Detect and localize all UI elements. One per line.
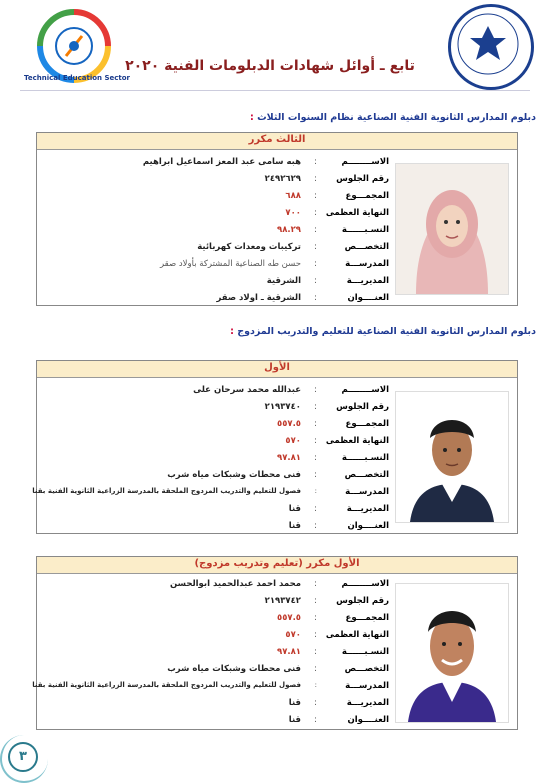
field-name: الاســــــــم : هبه سامى عبد المعز اسماعيل ابراهيم <box>142 157 389 167</box>
field-address: العنــــوان : الشرقية ـ اولاد صقر <box>216 293 389 303</box>
field-max: النهاية العظمى : ٧٠٠ <box>285 208 389 218</box>
card-heading: الأول مكرر (تعليم وتدريب مزدوج) <box>37 557 517 574</box>
field-max: النهاية العظمى : ٥٧٠ <box>285 630 389 640</box>
section-title-dual-training: دبلوم المدارس الثانوية الفنية الصناعية للتعليم والتدريب المزدوج : <box>230 326 536 337</box>
field-max: النهاية العظمى : ٥٧٠ <box>285 436 389 446</box>
page-title: تابع ـ أوائل شهادات الدبلومات الفنية ٢٠٢٠ <box>125 58 415 74</box>
field-seat: رقم الجلوس : ٢٤٩٢٦٢٩ <box>264 174 389 184</box>
field-school: المدرســـة : فصول للتعليم والتدريب المزدوج الملحقة بالمدرسة الزراعية الثانوية الفنية بقنا <box>32 681 389 691</box>
student-card <box>32 360 518 534</box>
field-total: المجمـــوع : ٥٥٧.٥ <box>277 613 389 623</box>
field-seat: رقم الجلوس : ٢١٩٣٧٤٠ <box>264 402 389 412</box>
field-percent: النسـبــــــة : ٩٨.٢٩ <box>277 225 389 235</box>
technical-education-logo <box>28 4 120 84</box>
field-address: العنــــوان : قنا <box>288 521 389 531</box>
header-divider <box>20 90 530 91</box>
student-card <box>32 556 518 730</box>
field-address: العنــــوان : قنا <box>288 715 389 725</box>
field-name: الاســــــــم : عبدالله محمد سرحان على <box>193 385 389 395</box>
page-header <box>0 0 550 100</box>
field-directorate: المديريـــة : الشرقية <box>266 276 389 286</box>
card-heading: الثالث مكرر <box>37 133 517 150</box>
field-directorate: المديريـــة : قنا <box>288 698 389 708</box>
section-title-three-year: دبلوم المدارس الثانوية الفنية الصناعية نظام السنوات الثلاث : <box>249 112 536 123</box>
ministry-seal <box>448 4 534 90</box>
student-photo <box>395 163 509 295</box>
logo-caption: Technical Education Sector <box>24 74 130 82</box>
field-name: الاســــــــم : محمد احمد عبدالحميد ابوالحسن <box>170 579 389 589</box>
field-total: المجمـــوع : ٥٥٧.٥ <box>277 419 389 429</box>
field-directorate: المديريـــة : قنا <box>288 504 389 514</box>
student-photo <box>395 583 509 723</box>
field-school: المدرســـة : فصول للتعليم والتدريب المزدوج الملحقة بالمدرسة الزراعية الثانوية الفنية بقنا <box>32 487 389 497</box>
field-school: المدرســـة : حسن طه الصناعية المشتركة بأولاد صقر <box>159 259 389 269</box>
page-number: ٣ <box>8 742 38 772</box>
card-heading: الأول <box>37 361 517 378</box>
field-spec: التخصـــص : تركيبات ومعدات كهربائية <box>197 242 389 252</box>
field-seat: رقم الجلوس : ٢١٩٣٧٤٢ <box>264 596 389 606</box>
field-percent: النسـبــــــة : ٩٧.٨١ <box>277 647 389 657</box>
field-total: المجمـــوع : ٦٨٨ <box>285 191 389 201</box>
student-photo <box>395 391 509 523</box>
field-percent: النسـبــــــة : ٩٧.٨١ <box>277 453 389 463</box>
field-spec: التخصـــص : فنى محطات وشبكات مياه شرب <box>167 664 389 674</box>
field-spec: التخصـــص : فنى محطات وشبكات مياه شرب <box>167 470 389 480</box>
student-card <box>36 132 518 306</box>
